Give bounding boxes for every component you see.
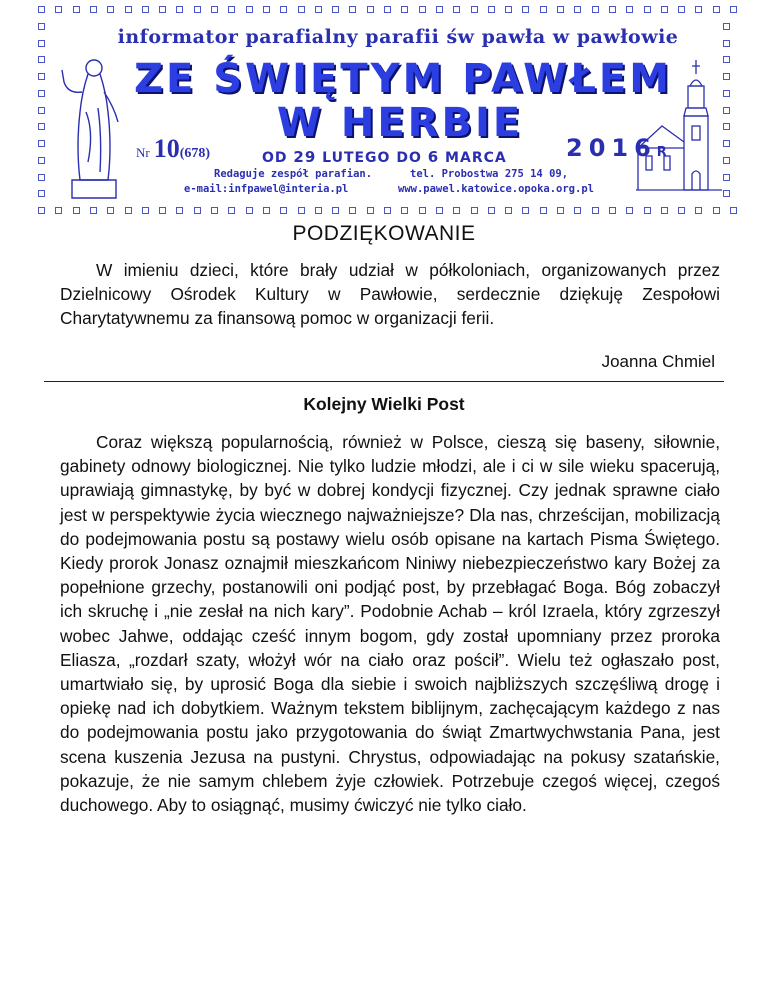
frame-square bbox=[228, 6, 235, 13]
year-suffix: R bbox=[656, 145, 667, 160]
frame-square bbox=[713, 207, 720, 214]
frame-square bbox=[453, 6, 460, 13]
frame-square bbox=[723, 23, 730, 30]
frame-square bbox=[38, 207, 45, 214]
dates-mid: LUTEGO DO bbox=[316, 150, 428, 166]
issue-dates bbox=[262, 148, 507, 166]
article1-signature: Joanna Chmiel bbox=[601, 352, 715, 371]
frame-square bbox=[723, 174, 730, 181]
frame-square bbox=[194, 207, 201, 214]
frame-square bbox=[142, 207, 149, 214]
frame-square bbox=[644, 207, 651, 214]
frame-square bbox=[315, 6, 322, 13]
frame-square bbox=[723, 140, 730, 147]
frame-square bbox=[557, 207, 564, 214]
frame-square bbox=[419, 207, 426, 214]
frame-square bbox=[695, 207, 702, 214]
frame-square bbox=[107, 207, 114, 214]
dates-pre: OD bbox=[262, 150, 294, 166]
dates-day1: 29 bbox=[293, 148, 317, 166]
year-value: 2016 bbox=[566, 134, 657, 162]
issue-num: 10 bbox=[153, 134, 180, 163]
frame-square bbox=[505, 6, 512, 13]
frame-square bbox=[723, 157, 730, 164]
frame-square bbox=[159, 207, 166, 214]
frame-square bbox=[661, 6, 668, 13]
issue-number bbox=[136, 134, 210, 164]
frame-square bbox=[678, 207, 685, 214]
frame-square bbox=[38, 174, 45, 181]
frame-square bbox=[90, 6, 97, 13]
frame-square bbox=[401, 207, 408, 214]
church-icon bbox=[634, 56, 724, 196]
issue-prefix: Nr bbox=[136, 145, 150, 160]
frame-square bbox=[73, 6, 80, 13]
frame-square bbox=[107, 6, 114, 13]
frame-square bbox=[574, 6, 581, 13]
article1-heading: PODZIĘKOWANIE bbox=[292, 222, 476, 245]
frame-square bbox=[38, 140, 45, 147]
frame-square bbox=[609, 207, 616, 214]
frame-square bbox=[280, 6, 287, 13]
frame-square bbox=[695, 6, 702, 13]
frame-square bbox=[713, 6, 720, 13]
frame-square bbox=[436, 6, 443, 13]
frame-square bbox=[384, 207, 391, 214]
frame-square bbox=[730, 6, 737, 13]
frame-square bbox=[332, 6, 339, 13]
frame-square bbox=[246, 207, 253, 214]
frame-square bbox=[436, 207, 443, 214]
frame-square bbox=[723, 190, 730, 197]
frame-square bbox=[522, 6, 529, 13]
frame-square bbox=[592, 6, 599, 13]
newsletter-title: ZE ŚWIĘTYM PAWŁEM bbox=[133, 56, 673, 102]
frame-square bbox=[349, 207, 356, 214]
frame-square bbox=[488, 207, 495, 214]
frame-square bbox=[384, 6, 391, 13]
frame-square bbox=[142, 6, 149, 13]
frame-square bbox=[723, 107, 730, 114]
frame-square bbox=[661, 207, 668, 214]
frame-square bbox=[280, 207, 287, 214]
frame-square bbox=[626, 6, 633, 13]
frame-square bbox=[471, 207, 478, 214]
frame-square bbox=[626, 207, 633, 214]
frame-square bbox=[55, 207, 62, 214]
frame-square bbox=[723, 56, 730, 63]
frame-square bbox=[246, 6, 253, 13]
dates-post: MARCA bbox=[439, 150, 507, 166]
frame-square bbox=[38, 73, 45, 80]
frame-square bbox=[298, 6, 305, 13]
frame-square bbox=[38, 23, 45, 30]
frame-square bbox=[592, 207, 599, 214]
frame-square bbox=[505, 207, 512, 214]
frame-square bbox=[471, 6, 478, 13]
frame-square bbox=[55, 6, 62, 13]
frame-square bbox=[401, 6, 408, 13]
frame-square bbox=[38, 107, 45, 114]
frame-square bbox=[38, 56, 45, 63]
frame-square bbox=[38, 190, 45, 197]
frame-square bbox=[574, 207, 581, 214]
frame-square bbox=[540, 207, 547, 214]
frame-square bbox=[419, 6, 426, 13]
frame-square bbox=[367, 207, 374, 214]
frame-square bbox=[723, 40, 730, 47]
frame-square bbox=[38, 157, 45, 164]
editors-text: Redaguje zespół parafian. bbox=[214, 168, 373, 180]
frame-square bbox=[38, 90, 45, 97]
frame-square bbox=[73, 207, 80, 214]
frame-square bbox=[194, 6, 201, 13]
frame-square bbox=[522, 207, 529, 214]
phone-text: tel. Probostwa 275 14 09, bbox=[410, 168, 569, 180]
frame-square bbox=[332, 207, 339, 214]
frame-square bbox=[159, 6, 166, 13]
frame-square bbox=[211, 6, 218, 13]
frame-square bbox=[298, 207, 305, 214]
frame-square bbox=[90, 207, 97, 214]
frame-square bbox=[125, 6, 132, 13]
frame-square bbox=[723, 90, 730, 97]
frame-square bbox=[609, 6, 616, 13]
frame-square bbox=[263, 6, 270, 13]
frame-square bbox=[644, 6, 651, 13]
frame-square bbox=[125, 207, 132, 214]
frame-square bbox=[38, 6, 45, 13]
newsletter-title-line2: W HERBIE bbox=[276, 100, 524, 146]
frame-square bbox=[453, 207, 460, 214]
frame-square bbox=[38, 40, 45, 47]
frame-square bbox=[678, 6, 685, 13]
frame-square bbox=[263, 207, 270, 214]
frame-square bbox=[349, 6, 356, 13]
frame-square bbox=[367, 6, 374, 13]
frame-square bbox=[557, 6, 564, 13]
frame-square bbox=[540, 6, 547, 13]
article2-heading: Kolejny Wielki Post bbox=[303, 394, 465, 414]
article1-body: W imieniu dzieci, które brały udział w półkoloniach, organizowanych przez Dzielnicowy Ośrodek Kultury w Pawłowie, serdecznie dziękuję Zespołowi Charytatywnemu za finansową pomoc w organizacji ferii. bbox=[60, 260, 720, 329]
frame-square bbox=[723, 123, 730, 130]
issue-sub: (678) bbox=[179, 146, 211, 161]
newsletter-tagline: informator parafialny parafii św pawła w pawłowie bbox=[117, 26, 679, 48]
website-text: www.pawel.katowice.opoka.org.pl bbox=[398, 183, 594, 195]
frame-square bbox=[176, 207, 183, 214]
frame-square bbox=[228, 207, 235, 214]
section-divider bbox=[44, 381, 724, 382]
frame-square bbox=[38, 123, 45, 130]
frame-square bbox=[315, 207, 322, 214]
article2-body: Coraz większą popularnością, również w Polsce, cieszą się baseny, siłownie, gabinety odnowy biologicznej. Nie tylko ludzie młodzi, ale i ci w sile wieku spacerują, uprawiają gimnastykę, by być w dobrej kondycji fizycznej. Czy jednak sprawne ciało jest w perspektywie życia wiecznego najważniejsze? Dla nas, chrześcijan, mobilizacją do podejmowania postu są postawy wielu osób opisane na kartach Pisma Świętego. Kiedy prorok Jonasz oznajmił mieszkańcom Niniwy niebezpieczeństwo kary Bożej za popełnione grzechy, postanowili oni podjąć post, by przebłagać Boga. Bóg zobaczył ich skruchę i „nie zesłał na nich kary”. Podobnie Achab – król Izraela, który zgrzeszył wobec Jahwe, oddając cześć innym bogom, gdy został upomniany przez proroka Eliasza, „rozdarł szaty, włożył wór na ciało oraz pościł”. Wielu też ogłaszało post, umartwiało się, by uprosić Boga dla siebie i swoich najbliższych szczęśliwą drogę i opiekę nad ich dobytkiem. Ważnym tekstem biblijnym, zachęcającym każdego z nas do podejmowania postu jako przygotowania do świąt Zmartwychwstania Pana, jest scena kuszenia Jezusa na pustyni. Chrystus, odpowiadając na pokusy szatańskie, pokazuje, że nie samym chlebem żyje człowiek. Potrzebuje czegoś więcej, czegoś duchowego. Aby to osiągnąć, musimy ćwiczyć nie tylko ciało. bbox=[60, 432, 720, 816]
email-text: e-mail:infpawel@interia.pl bbox=[184, 183, 349, 195]
frame-square bbox=[730, 207, 737, 214]
frame-square bbox=[723, 73, 730, 80]
frame-square bbox=[211, 207, 218, 214]
frame-square bbox=[176, 6, 183, 13]
dates-day2: 6 bbox=[427, 148, 440, 166]
frame-square bbox=[488, 6, 495, 13]
